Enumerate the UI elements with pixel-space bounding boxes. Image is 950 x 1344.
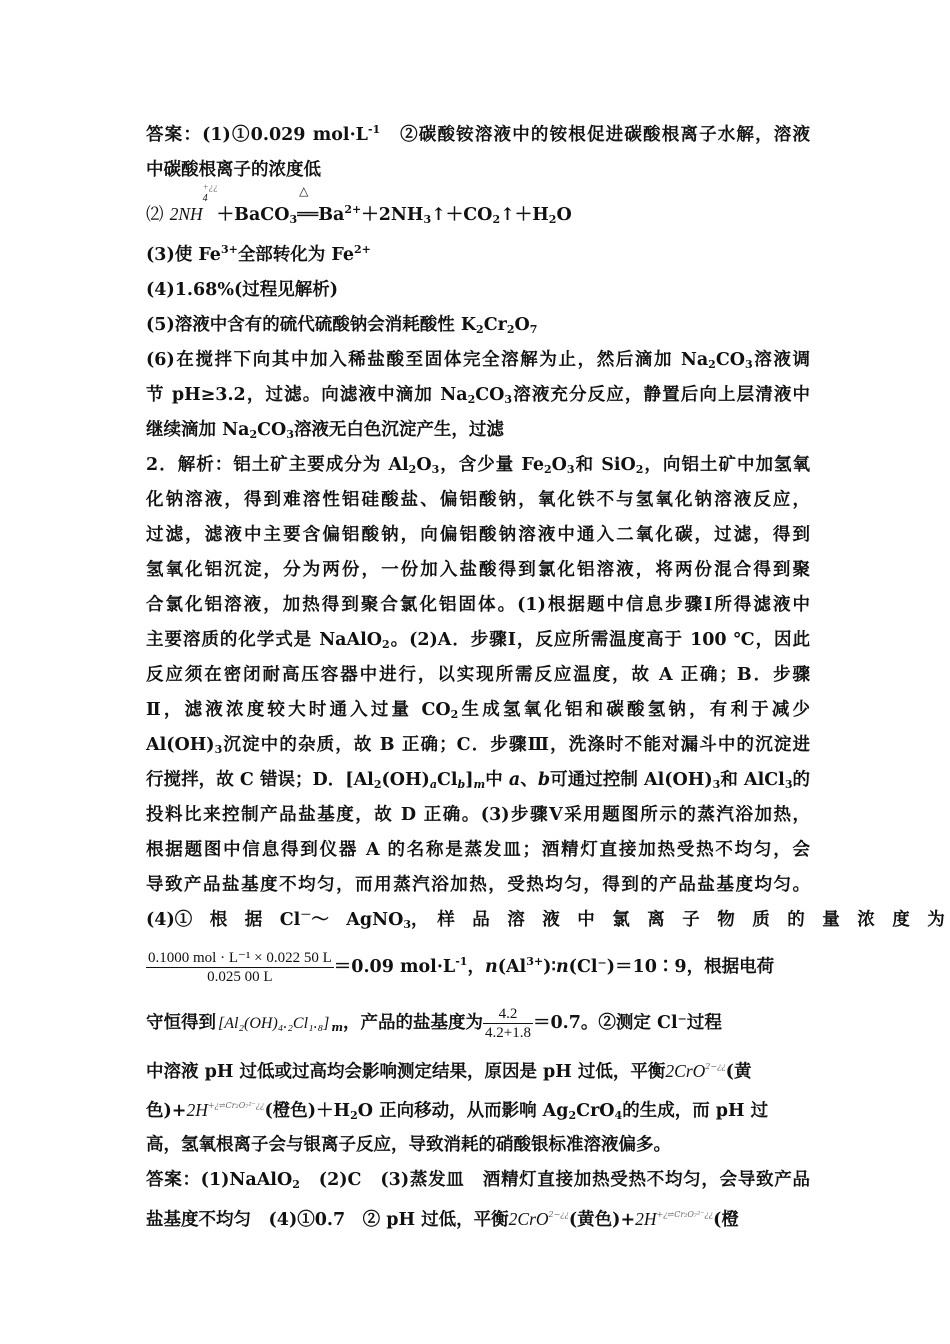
analysis-line11: 投料比来控制产品盐基度，故 D 正确。(3)步骤Ⅴ采用题图所示的蒸汽浴加热， [146, 805, 810, 825]
answer2-line2: 盐基度不均匀 (4)①0.7 ② pH 过低，平衡2CrO$^{2-¿¿}$(黄色)$+2H^{+¿\rightleftharpoons Cr_2O_7^{2-}¿¿}$(橙 [146, 1209, 739, 1230]
analysis-line18: 色)$+2H^{+¿\rightleftharpoons Cr_2O_7^{2-}¿¿}$(橙色)$+H_2O$ 正向移动，从而影响 $Ag_2CrO_4$的生成，而 pH 过 [146, 1100, 769, 1122]
analysis-line14: (4)① 根 据 Cl－～ AgNO$_3$， 样 品 溶 液 中 氯 离 子 物 质 的 量 浓 度 为 [146, 908, 945, 931]
answer1-line4: (3)使 $Fe^{3+}$全部转化为 $Fe^{2+}$ [146, 243, 371, 265]
answer1-line2: 中碳酸根离子的浓度低 [146, 160, 321, 180]
answer1-line5: (4)1.68%(过程见解析) [146, 280, 339, 300]
analysis-line2: 化钠溶液，得到难溶性铝硅酸盐、偏铝酸钠，氧化铁不与氢氧化钠溶液反应， [146, 490, 810, 510]
analysis-line8: Ⅱ，滤液浓度较大时通入过量 $CO_2$生成氢氧化铝和碳酸氢钠，有利于减少 [146, 700, 811, 721]
analysis-line16: 守恒得到 [Al₂(OH)₄.₂Cl₁.₈] $_m$，产品的盐基度为 $\frac{4.2}{4.2+1.8}$ ＝0.7。②测定 Cl⁻过程 [146, 1006, 722, 1041]
analysis-line19: 高，氢氧根离子会与银离子反应，导致消耗的硝酸银标准溶液偏多。 [146, 1135, 671, 1155]
analysis-line10: 行搅拌，故 C 错误；D．$[Al_2(OH)_aCl_b]_m$中 a、b可通过控制 $Al(OH)_3$和 AlCl$_3$的 [146, 770, 811, 791]
analysis-line9: $Al(OH)_3$沉淀中的杂质，故 B 正确；C．步骤Ⅲ，洗涤时不能对漏斗中的沉淀进 [146, 735, 810, 756]
analysis-line17: 中溶液 pH 过低或过高均会影响测定结果，原因是 pH 过低，平衡2CrO$^{2-¿¿}$(黄 [146, 1061, 752, 1082]
answer2-line1: 答案：(1)NaAlO$_2$ (2)C (3)蒸发皿 酒精灯直接加热受热不均匀，会导致产品 [146, 1170, 810, 1191]
analysis-line5: 合氯化铝溶液，加热得到聚合氯化铝固体。(1)根据题中信息步骤Ⅰ所得滤液中 [146, 595, 810, 615]
concentration-fraction: $\frac{\text{0.1000 mol · L⁻¹ × 0.022 50 L}}{0.025 00 L}$ [148, 950, 332, 985]
document-page [146, 118, 945, 1237]
analysis-line1: 2．解析：铝土矿主要成分为 $Al_2O_3$，含少量 $Fe_2O_3$和 SiO$_2$，向铝土矿中加氢氧 [146, 455, 811, 476]
analysis-line3: 过滤，滤液中主要含偏铝酸钠，向偏铝酸钠溶液中通入二氧化碳，过滤，得到 [146, 525, 810, 545]
analysis-line4: 氢氧化铝沉淀，分为两份，一份加入盐酸得到氯化铝溶液，将两份混合得到聚 [146, 560, 810, 580]
answer1-line9: 继续滴加 $Na_2CO_3$溶液无白色沉淀产生，过滤 [146, 420, 504, 441]
analysis-line15: $\frac{\text{0.1000 mol · L⁻¹ × 0.022 50 L}}{0.025 00 L}$ ＝0.09 $mol\cdot L^{-1}$，$n(Al^{3+})∶n(Cl^-)=10∶9$，根据电荷 [148, 950, 775, 985]
answer1-line3: ⑵ 2NH +¿¿ 4 ＋BaCO$_3$ △ $══Ba^{2+}+2NH_3↑+CO_2↑+H_2O$ [146, 182, 572, 226]
analysis-line13: 导致产品盐基度不均匀，而用蒸汽浴加热，受热均匀，得到的产品盐基度均匀。 [146, 875, 810, 895]
basicity-fraction: $\frac{4.2}{4.2+1.8}$ [485, 1006, 531, 1041]
answer1-line7: (6)在搅拌下向其中加入稀盐酸至固体完全溶解为止，然后滴加 $Na_2CO_3$溶液调 [146, 350, 810, 371]
answer1-line8: 节 pH≥3.2，过滤。向滤液中滴加 $Na_2CO_3$溶液充分反应，静置后向上层清液中 [146, 385, 810, 406]
answer1-line6: (5)溶液中含有的硫代硫酸钠会消耗酸性 $K_2Cr_2O_7$ [146, 315, 538, 336]
analysis-line6: 主要溶质的化学式是 NaAlO$_2$。(2)A．步骤Ⅰ，反应所需温度高于 100 ℃，因此 [146, 630, 810, 651]
analysis-line7: 反应须在密闭耐高压容器中进行，以实现所需反应温度，故 A 正确；B．步骤 [146, 665, 810, 685]
answer1-line1: 答案：(1)①0.029 $mol\cdot L^{-1}$ ②碳酸铵溶液中的铵根促进碳酸根离子水解，溶液 [146, 123, 810, 145]
analysis-line12: 根据题图中信息得到仪器 A 的名称是蒸发皿；酒精灯直接加热受热不均匀，会 [146, 840, 810, 860]
